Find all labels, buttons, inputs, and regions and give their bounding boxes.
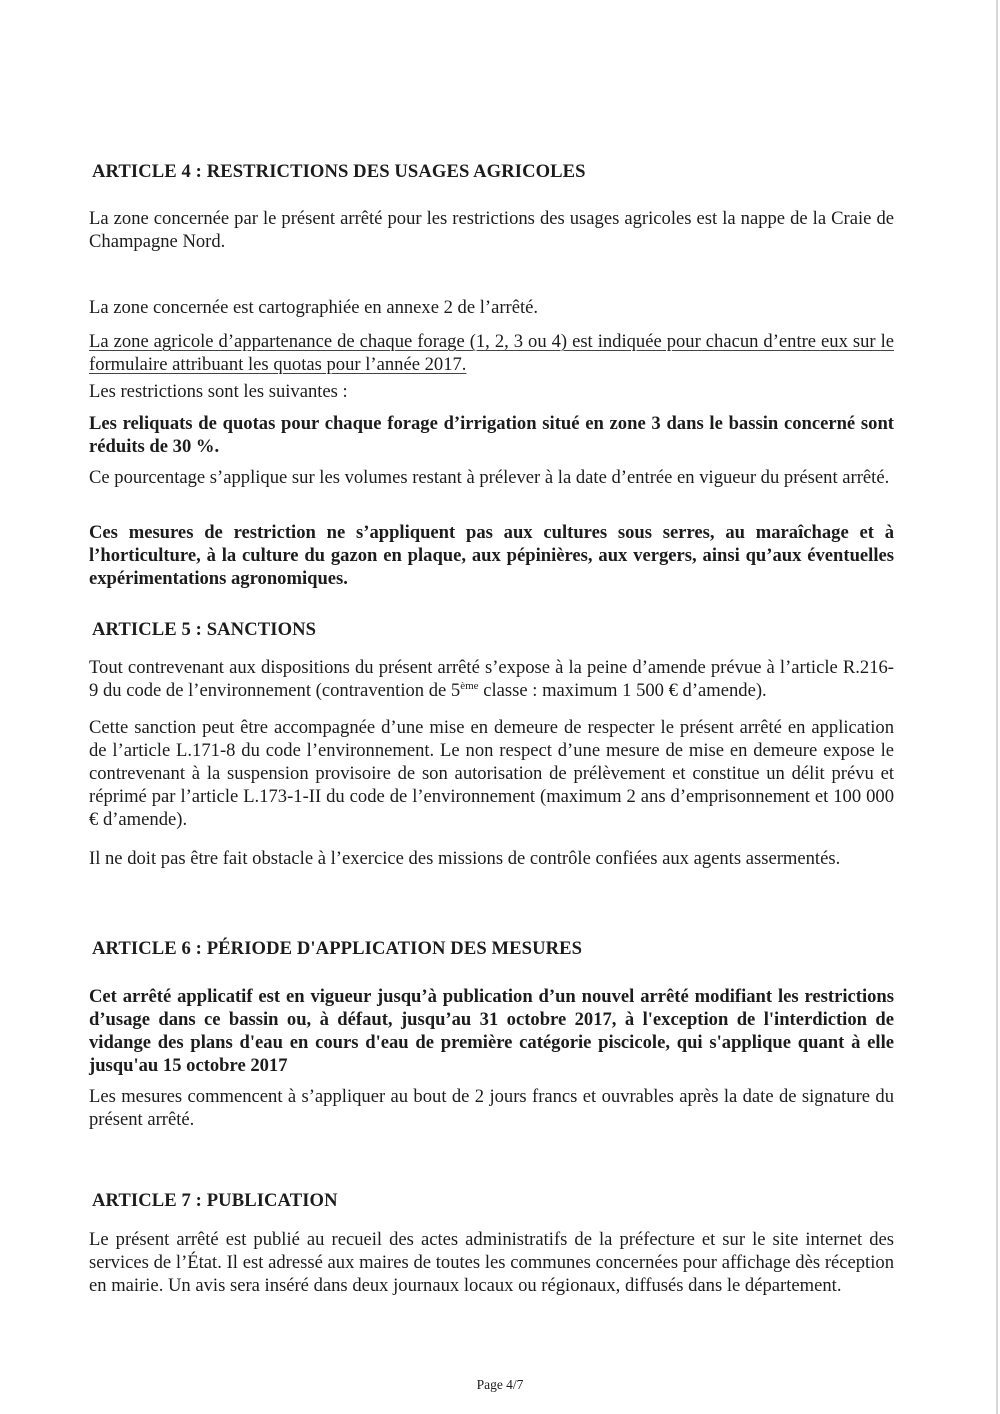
article-5-paragraph-obstacle: Il ne doit pas être fait obstacle à l’exercice des missions de contrôle confiées aux agents assermentés. [89,848,841,869]
article-5-paragraph-formal-notice: Cette sanction peut être accompagnée d’une mise en demeure de respecter le présent arrêté en application de l’article L.171-8 du code l’environnement. Le non respect d’une mesure de mise en demeure expose le contrevenant à la suspension provisoire de son autorisation de prélèvement et constitue un délit prévu et réprimé par l’article L.173-1-II du code de l’environnement (maximum 2 ans d’emprisonnement et 100 000 € d’amende). [89,717,894,830]
article-5-paragraph-fine [89,656,894,702]
article-7-paragraph-publication: Le présent arrêté est publié au recueil des actes administratifs de la préfecture et sur le site internet des services de l’État. Il est adressé aux maires de toutes les communes concernées pour affichage dès réception en mairie. Un avis sera inséré dans deux journaux locaux ou régionaux, diffusés dans le département. [89,1229,894,1296]
article-4-paragraph-map: La zone concernée est cartographiée en annexe 2 de l’arrêté. [89,297,539,318]
article-4-paragraph-quota-reduction: Les reliquats de quotas pour chaque forage d’irrigation situé en zone 3 dans le bassin concerné sont réduits de 30 %. [89,413,894,457]
article-4-paragraph-agricultural-zone: La zone agricole d’appartenance de chaque forage (1, 2, 3 ou 4) est indiquée pour chacun d’entre eux sur le formulaire attribuant les quotas pour l’année 2017. [89,331,894,375]
page-number: Page 4/7 [476,1377,524,1392]
article-5-fine-text-end: classe : maximum 1 500 € d’amende). [478,680,767,701]
article-6-paragraph-validity: Cet arrêté applicatif est en vigueur jusqu’à publication d’un nouvel arrêté modifiant les restrictions d’usage dans ce bassin ou, à défaut, jusqu’au 31 octobre 2017, à l'exception de l'interdiction de vidange des plans d'eau en cours d'eau de première catégorie piscicole, qui s'applique quant à elle jusqu'au 15 octobre 2017 [89,986,894,1076]
article-6-heading: ARTICLE 6 : PÉRIODE D'APPLICATION DES MESURES [92,938,583,959]
article-4-heading: ARTICLE 4 : RESTRICTIONS DES USAGES AGRICOLES [92,161,586,182]
scan-edge-line [996,0,998,1414]
article-5-fine-text-start: Tout contrevenant aux dispositions du présent arrêté s’expose à la peine d’amende prévue à l’article R.216-9 du code de l’environnement (contravention de 5 [89,657,894,701]
article-4-paragraph-restrictions-intro: Les restrictions sont les suivantes : [89,381,348,402]
article-6-paragraph-start: Les mesures commencent à s’appliquer au bout de 2 jours francs et ouvrables après la date de signature du présent arrêté. [89,1086,894,1130]
article-4-paragraph-zone: La zone concernée par le présent arrêté pour les restrictions des usages agricoles est la nappe de la Craie de Champagne Nord. [89,208,894,252]
article-4-paragraph-percentage: Ce pourcentage s’applique sur les volumes restant à prélever à la date d’entrée en vigueur du présent arrêté. [89,467,890,488]
article-4-paragraph-exemptions: Ces mesures de restriction ne s’appliquent pas aux cultures sous serres, au maraîchage et à l’horticulture, à la culture du gazon en plaque, aux pépinières, aux vergers, ainsi qu’aux éventuelles expérimentations agronomiques. [89,522,894,589]
article-7-heading: ARTICLE 7 : PUBLICATION [92,1190,338,1211]
article-5-fine-superscript: ème [460,679,479,692]
article-5-heading: ARTICLE 5 : SANCTIONS [92,619,317,640]
